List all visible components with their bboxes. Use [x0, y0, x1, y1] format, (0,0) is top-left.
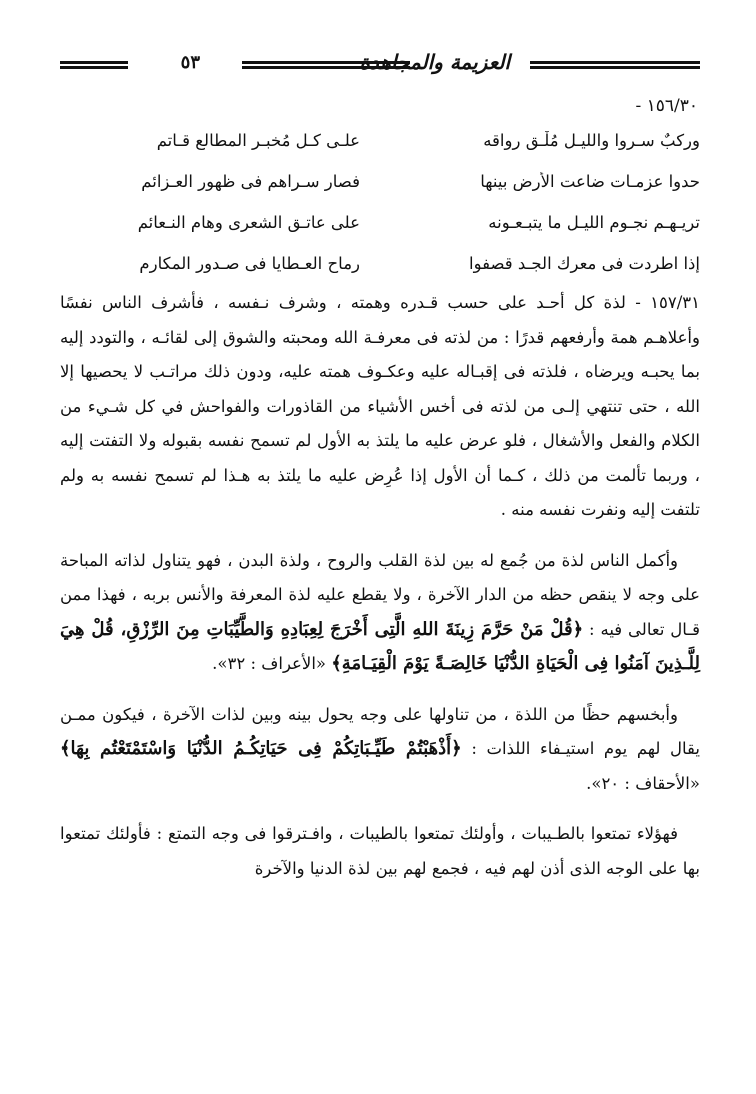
quran-verse-ahqaf: ﴿أَذْهَبْتُمْ طَيِّـبَاتِكُمْ فِى حَيَاتِكُـمُ الدُّنْيَا وَاسْتَمْتَعْتُم بِهَا﴾ [60, 738, 462, 759]
paragraph-text: وأبخسهم حظًا من اللذة ، من تناولها على وجه يحول بينه وبين لذات الآخرة ، فيكون ممـن يقال لهم يوم استيـفاء اللذات : [60, 704, 700, 758]
verse-row [60, 243, 700, 284]
verse-row [60, 120, 700, 161]
verse-second-hemistich: على عاتـق الشعرى وهام النـعائم [137, 213, 360, 232]
verse-first-hemistich: إذا اطردت فى معرك الجـد قصفوا [469, 254, 700, 273]
text-line: الأشياء من القاذورات والفواحش في كل شـيء من الكلام والفعل والأشغال ، فلو [60, 396, 701, 450]
text-line: إليه ونفرت نفسه منه . [500, 500, 656, 519]
text-line: ذلك ، كـما أن الأول إذا عُرِض عليه ما يلتذ به هـذا لم تسمح نفسه به ولم تلتفت [60, 465, 700, 519]
verse-second-hemistich: علـى كـل مُخبـرِ المطالع قـاتمِ [156, 131, 360, 150]
surah-citation: «الأعراف : ٣٢». [212, 654, 326, 673]
verse-row [60, 161, 700, 202]
paragraph-least-pleasure [60, 698, 700, 802]
quran-verse-araf: ﴿قُلْ مَنْ حَرَّمَ زِينَةَ اللهِ الَّتِى أَخْرَجَ لِعِبَادِهِ وَالطَّيِّبَاتِ مِنَ الرِّزْقِ، قُلْ هِيَ لِلَّـذِينَ آمَنُوا فِى الْحَيَاةِ الدُّنْيَا خَالِصَـةً يَوْمَ الْقِيَـامَةِ﴾ [60, 618, 700, 674]
page-number: ٥٣ [180, 52, 200, 73]
text-line: الناس نفسًا وأعلاهـم همة وأرفعهم قدرًا : من لذته فى معرفـة الله ومحبته والشوق [60, 293, 700, 347]
text-line: عرض عليه ما يلتذ به الأول لم تسمح نفسه بقبوله ولا التفتت إليه ، وربما تألمت من [60, 431, 700, 485]
book-page [60, 40, 700, 1080]
verse-first-hemistich: وركبٌ سـروا والليـل مُلْـقٍ رواقه [483, 131, 700, 150]
surah-citation: «الأحقاف : ٢٠». [586, 773, 700, 793]
poem-verses [60, 120, 700, 284]
verse-first-hemistich: تريـهـم نجـوم الليـل ما يتبـعـونه [488, 213, 700, 232]
running-title: العزيمة والمجاهدة [359, 50, 510, 74]
entry-30-number: ١٥٦/٣٠ - [635, 96, 698, 116]
paragraph-conclusion [60, 817, 700, 886]
page-header [60, 40, 700, 90]
text-line: ١٥٧/٣١ - لذة كل أحـد على حسب قـدره وهمته ، وشرف نـفسه ، فأشرف [151, 293, 700, 312]
header-rule-right [530, 61, 700, 69]
verse-first-hemistich: حدوا عزمـات ضاعت الأرض بينها [480, 172, 700, 191]
header-rule-middle [242, 61, 410, 69]
entry-31-paragraph [60, 286, 700, 528]
paragraph-complete-pleasure [60, 544, 700, 682]
verse-row [60, 202, 700, 243]
text-line: إلى لقائـه ، والتودد إليه بما يحبـه ويرضاه ، فلذته فى إقبـاله عليه وعكـوف همته [60, 327, 700, 381]
paragraph-text: وأكمل الناس لذة من جُمع له بين لذة القلب والروح ، ولذة البدن ، فهو يتناول لذاته المباحة على وجه لا ينقص حظه من الدار الآخرة ، ولا يقطع عليه لذة المعرفة والأنس بربه ، فهذا ممن قـال تعالى فيه : [60, 550, 701, 639]
verse-second-hemistich: فصار سـراهم فى ظهور العـزائم [141, 172, 360, 191]
text-line: عليه، ودون ذلك مراتـب لا يحصيها إلا الله ، حتى تنتهي إلـى من لذته فى أخس [60, 362, 701, 416]
verse-second-hemistich: رماح العـطايا فى صـدور المكارم [139, 254, 360, 273]
header-rule-left [60, 61, 128, 69]
paragraph-text: فهؤلاء تمتعوا بالطـيبات ، وأولئك تمتعوا بالطيبات ، وافـترقوا فى وجه التمتع : فأولئك تمتعوا بها على الوجه الذى أذن لهم فيه ، فجمع لهم بين لذة الدنيا والآخرة [60, 824, 700, 878]
